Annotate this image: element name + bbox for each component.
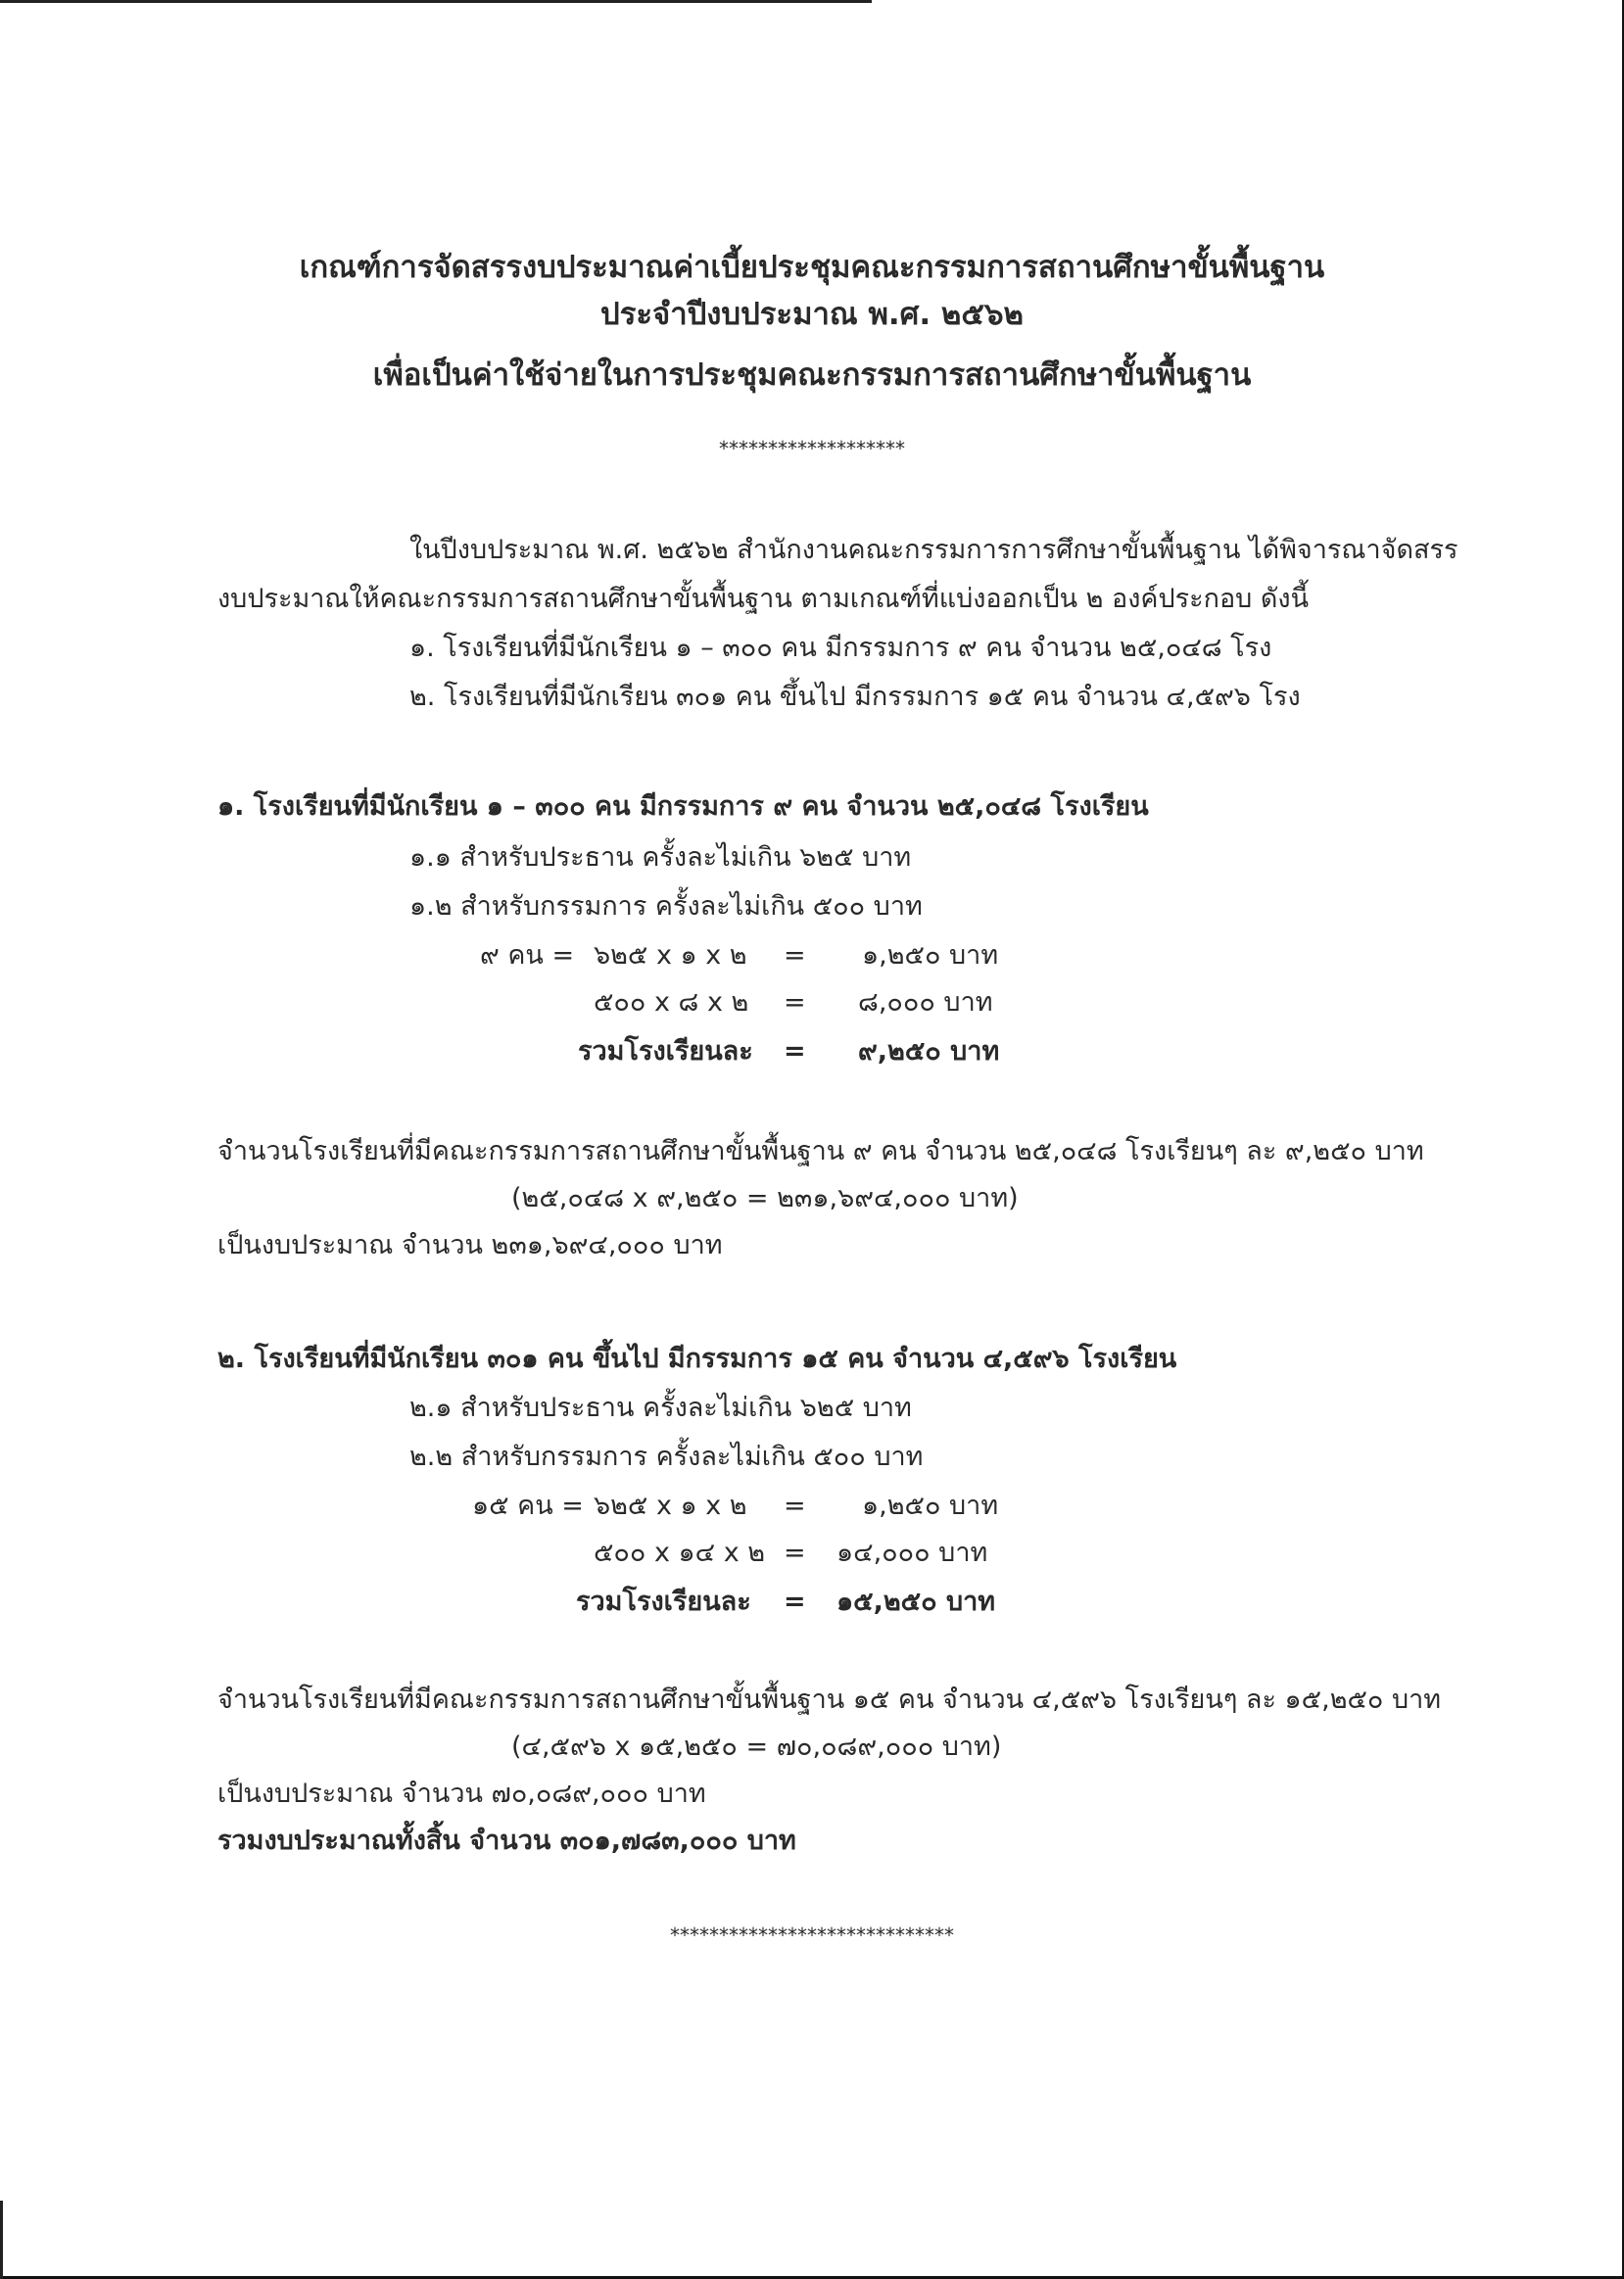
section2-total-eq: =: [784, 1587, 806, 1617]
section1-calc1-eq: =: [784, 940, 806, 971]
section2-sub2: ๒.๒ สำหรับกรรมการ ครั้งละไม่เกิน ๕๐๐ บาท: [409, 1442, 924, 1472]
section2-summary: จำนวนโรงเรียนที่มีคณะกรรมการสถานศึกษาขั้นพื้นฐาน ๑๕ คน จำนวน ๔,๕๙๖ โรงเรียนๆ ละ ๑๕,๒๕๐ บาท: [217, 1685, 1442, 1715]
end-separator: *****************************: [670, 1923, 954, 1947]
section1-total-eq: =: [784, 1036, 806, 1067]
section1-calc2-eq: =: [784, 987, 806, 1018]
grand-total: รวมงบประมาณทั้งสิ้น จำนวน ๓๐๑,๗๘๓,๐๐๐ บาท: [217, 1826, 796, 1856]
section1-formula: (๒๕,๐๔๘ x ๙,๒๕๐ = ๒๓๑,๖๙๔,๐๐๐ บาท): [511, 1183, 1019, 1213]
section2-budget: เป็นงบประมาณ จำนวน ๗๐,๐๘๙,๐๐๐ บาท: [217, 1779, 706, 1809]
title-separator: *******************: [719, 437, 905, 460]
section1-calc2-expr: ๕๐๐ x ๘ x ๒: [594, 987, 749, 1018]
section1-total-result: ๙,๒๕๐ บาท: [858, 1036, 1000, 1067]
section2-calc1-label: ๑๕ คน =: [472, 1491, 584, 1521]
section2-total-result: ๑๕,๒๕๐ บาท: [836, 1587, 996, 1617]
section2-calc2-expr: ๕๐๐ x ๑๔ x ๒: [594, 1538, 766, 1568]
section2-calc2-eq: =: [784, 1538, 806, 1568]
section1-total-label: รวมโรงเรียนละ: [578, 1036, 753, 1067]
intro-line1: ในปีงบประมาณ พ.ศ. ๒๕๖๒ สำนักงานคณะกรรมการการศึกษาขั้นพื้นฐาน ได้พิจารณาจัดสรร: [409, 535, 1458, 565]
section1-heading: ๑. โรงเรียนที่มีนักเรียน ๑ – ๓๐๐ คน มีกรรมการ ๙ คน จำนวน ๒๕,๐๔๘ โรงเรียน: [217, 791, 1149, 822]
section2-heading: ๒. โรงเรียนที่มีนักเรียน ๓๐๑ คน ขึ้นไป มีกรรมการ ๑๕ คน จำนวน ๔,๕๙๖ โรงเรียน: [217, 1344, 1177, 1374]
intro-item1: ๑. โรงเรียนที่มีนักเรียน ๑ – ๓๐๐ คน มีกรรมการ ๙ คน จำนวน ๒๕,๐๔๘ โรง: [409, 633, 1272, 663]
doc-title-line2: ประจำปีงบประมาณ พ.ศ. ๒๕๖๒: [600, 297, 1024, 332]
section2-total-label: รวมโรงเรียนละ: [576, 1587, 751, 1617]
section2-calc1-expr: ๖๒๕ x ๑ x ๒: [594, 1491, 747, 1521]
section1-budget: เป็นงบประมาณ จำนวน ๒๓๑,๖๙๔,๐๐๐ บาท: [217, 1230, 723, 1260]
section2-calc2-result: ๑๔,๐๐๐ บาท: [836, 1538, 988, 1568]
scan-top-edge: [0, 0, 872, 3]
section1-sub2: ๑.๒ สำหรับกรรมการ ครั้งละไม่เกิน ๕๐๐ บาท: [409, 891, 923, 922]
doc-title-line1: เกณฑ์การจัดสรรงบประมาณค่าเบี้ยประชุมคณะกรรมการสถานศึกษาขั้นพื้นฐาน: [299, 250, 1325, 285]
section1-calc2-result: ๘,๐๐๐ บาท: [858, 987, 993, 1018]
section1-summary: จำนวนโรงเรียนที่มีคณะกรรมการสถานศึกษาขั้นพื้นฐาน ๙ คน จำนวน ๒๕,๐๔๘ โรงเรียนๆ ละ ๙,๒๕๐ บาท: [217, 1136, 1424, 1166]
section1-calc1-label: ๙ คน =: [480, 940, 575, 971]
scan-left-edge: [0, 2201, 3, 2279]
intro-item2: ๒. โรงเรียนที่มีนักเรียน ๓๐๑ คน ขึ้นไป มีกรรมการ ๑๕ คน จำนวน ๔,๕๙๖ โรง: [409, 682, 1301, 712]
section1-calc1-result: ๑,๒๕๐ บาท: [862, 940, 999, 971]
section1-calc1-expr: ๖๒๕ x ๑ x ๒: [594, 940, 747, 971]
section2-calc1-result: ๑,๒๕๐ บาท: [862, 1491, 999, 1521]
doc-title-line3: เพื่อเป็นค่าใช้จ่ายในการประชุมคณะกรรมการสถานศึกษาขั้นพื้นฐาน: [372, 357, 1252, 393]
section2-sub1: ๒.๑ สำหรับประธาน ครั้งละไม่เกิน ๖๒๕ บาท: [409, 1393, 912, 1423]
intro-line2: งบประมาณให้คณะกรรมการสถานศึกษาขั้นพื้นฐาน ตามเกณฑ์ที่แบ่งออกเป็น ๒ องค์ประกอบ ดังนี้: [217, 584, 1310, 614]
section2-formula: (๔,๕๙๖ x ๑๕,๒๕๐ = ๗๐,๐๘๙,๐๐๐ บาท): [511, 1732, 1002, 1762]
section1-sub1: ๑.๑ สำหรับประธาน ครั้งละไม่เกิน ๖๒๕ บาท: [409, 842, 912, 873]
section2-calc1-eq: =: [784, 1491, 806, 1521]
